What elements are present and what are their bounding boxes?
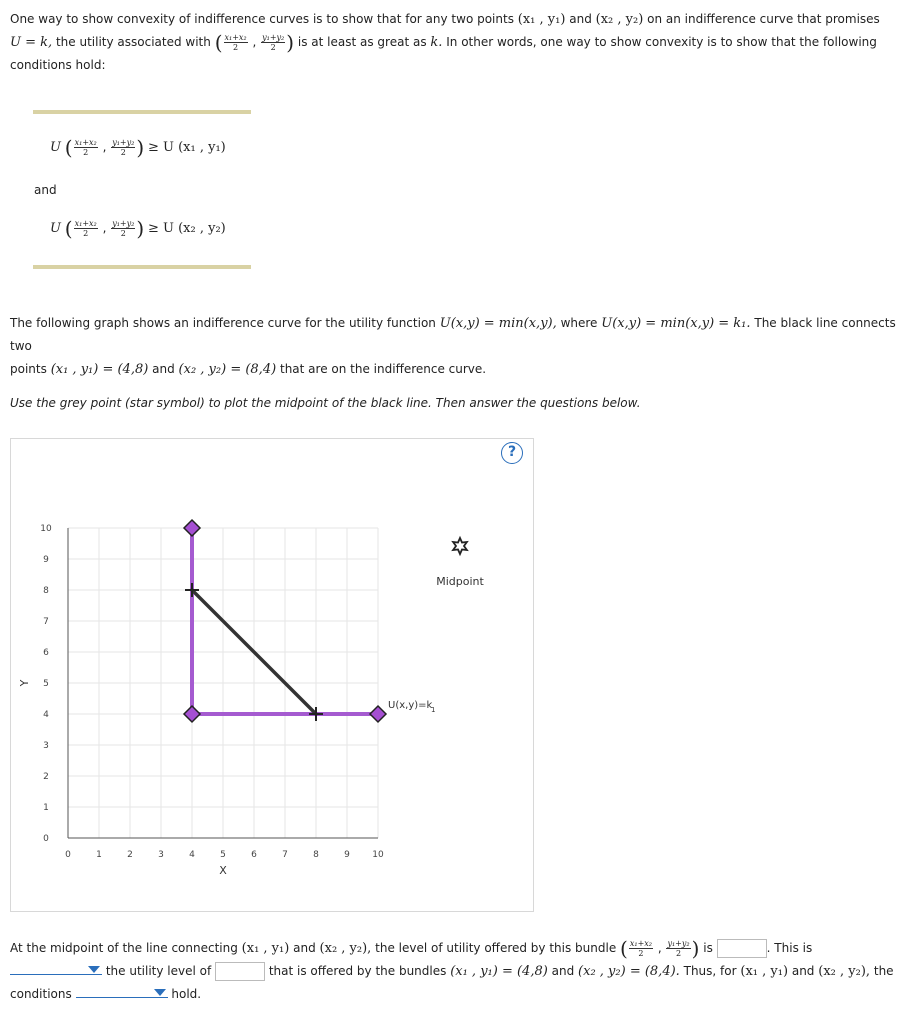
chevron-down-icon <box>154 989 166 996</box>
intro-text-6: conditions hold: <box>10 58 106 72</box>
bottom-divider <box>33 265 251 269</box>
chevron-down-icon <box>88 966 100 973</box>
point-2: (x₂ , y₂) <box>595 12 644 27</box>
intro-text-2: on an indifference curve that promises <box>647 12 880 26</box>
x-tick-label: 7 <box>282 850 288 860</box>
answer-paragraph: At the midpoint of the line connecting (x₁ , y₁) and (x₂ , y₂), the level of utility offered by this bundle ( $\frac{\text{x₁+x₂}}{2}$ , $\frac{\text{y₁+y₂}}{2}$ ) is . This is the utility level of that is offered by the bundles (x₁ , y₁) = (4,8) and (x₂ , y₂) = (8,4). Thus, for (x₁ , y₁) and (x₂ , y₂), the conditions hold. <box>10 936 894 1001</box>
and-word: and <box>34 183 57 197</box>
frac-y: $\frac{\text{y₁+y₂}}{2}$ <box>262 33 285 52</box>
x-axis-label: X <box>219 864 227 877</box>
y-tick-label: 8 <box>43 586 49 596</box>
utility-comparison-input[interactable] <box>215 962 265 981</box>
legend-label: Midpoint <box>436 575 484 588</box>
y-tick-label: 6 <box>43 648 49 658</box>
y-tick-label: 1 <box>43 803 49 813</box>
intro-paragraph: One way to show convexity of indifference curves is to show that for any two points (x₁ , y₁) and (x₂ , y₂) on an indifference curve that promises U = k, the utility associated with ( $\frac{\text{x₁+x₂}}{2}$ , $\frac{\text{y₁+y₂}}{2}$ ) is at least as great as k. In other words, one way to show convexity is to show that the following conditions hold: <box>10 12 880 72</box>
curve-label-subscript: 1 <box>431 706 436 714</box>
k-symbol: k. <box>430 35 443 50</box>
point-1: (x₁ , y₁) <box>517 12 566 27</box>
diamond-marker <box>184 706 200 722</box>
y-tick-label: 7 <box>43 617 49 627</box>
midpoint-star-icon[interactable] <box>453 538 467 554</box>
y-axis-label: Y <box>18 679 31 687</box>
intro-text-3: the utility associated with <box>55 35 211 49</box>
y-tick-label: 5 <box>43 679 49 689</box>
help-icon[interactable]: ? <box>501 442 523 464</box>
y-tick-label: 10 <box>40 524 52 534</box>
frac-x: $\frac{\text{x₁+x₂}}{2}$ <box>224 33 247 52</box>
condition-1: U ( $\frac{\text{x₁+x₂}}{2}$ , $\frac{\text{y₁+y₂}}{2}$ ) ≥ U (x₁ , y₁) <box>50 135 226 160</box>
conditions-dropdown[interactable] <box>76 983 168 998</box>
x-tick-label: 0 <box>65 850 71 860</box>
x-tick-label: 4 <box>189 850 195 860</box>
curve-label: U(x,y)=k <box>388 700 433 711</box>
u-equals-k: U = k, <box>10 35 53 50</box>
y-tick-label: 2 <box>43 772 49 782</box>
diamond-marker <box>184 520 200 536</box>
comparison-dropdown[interactable] <box>10 960 102 975</box>
x-tick-label: 10 <box>372 850 384 860</box>
y-tick-label: 9 <box>43 555 49 565</box>
x-tick-label: 1 <box>96 850 102 860</box>
y-tick-label: 4 <box>43 710 49 720</box>
utility-level-input[interactable] <box>717 939 767 958</box>
x-tick-label: 3 <box>158 850 164 860</box>
x-tick-label: 5 <box>220 850 226 860</box>
diamond-marker <box>370 706 386 722</box>
top-divider <box>33 110 251 114</box>
intro-text-5: In other words, one way to show convexity is to show that the following <box>446 35 877 49</box>
intro-and: and <box>569 12 592 26</box>
x-tick-label: 8 <box>313 850 319 860</box>
condition-2: U ( $\frac{\text{x₁+x₂}}{2}$ , $\frac{\text{y₁+y₂}}{2}$ ) ≥ U (x₂ , y₂) <box>50 216 226 241</box>
graph-description: The following graph shows an indifference curve for the utility function U(x,y) = min(x,y), where U(x,y) = min(x,y) = k₁. The black line connects two points (x₁ , y₁) = (4,8) and (x₂ , y₂) = (8,4) that are on the indifference curve. <box>10 316 896 377</box>
indifference-chart[interactable] <box>10 438 534 912</box>
y-tick-label: 3 <box>43 741 49 751</box>
instruction-text: Use the grey point (star symbol) to plot the midpoint of the black line. Then answer the questions below. <box>10 396 641 410</box>
intro-text-4: is at least as great as <box>297 35 427 49</box>
x-tick-label: 6 <box>251 850 257 860</box>
x-tick-label: 2 <box>127 850 133 860</box>
y-tick-label: 0 <box>43 834 49 844</box>
x-tick-label: 9 <box>344 850 350 860</box>
intro-text-1: One way to show convexity of indifference curves is to show that for any two points <box>10 12 514 26</box>
